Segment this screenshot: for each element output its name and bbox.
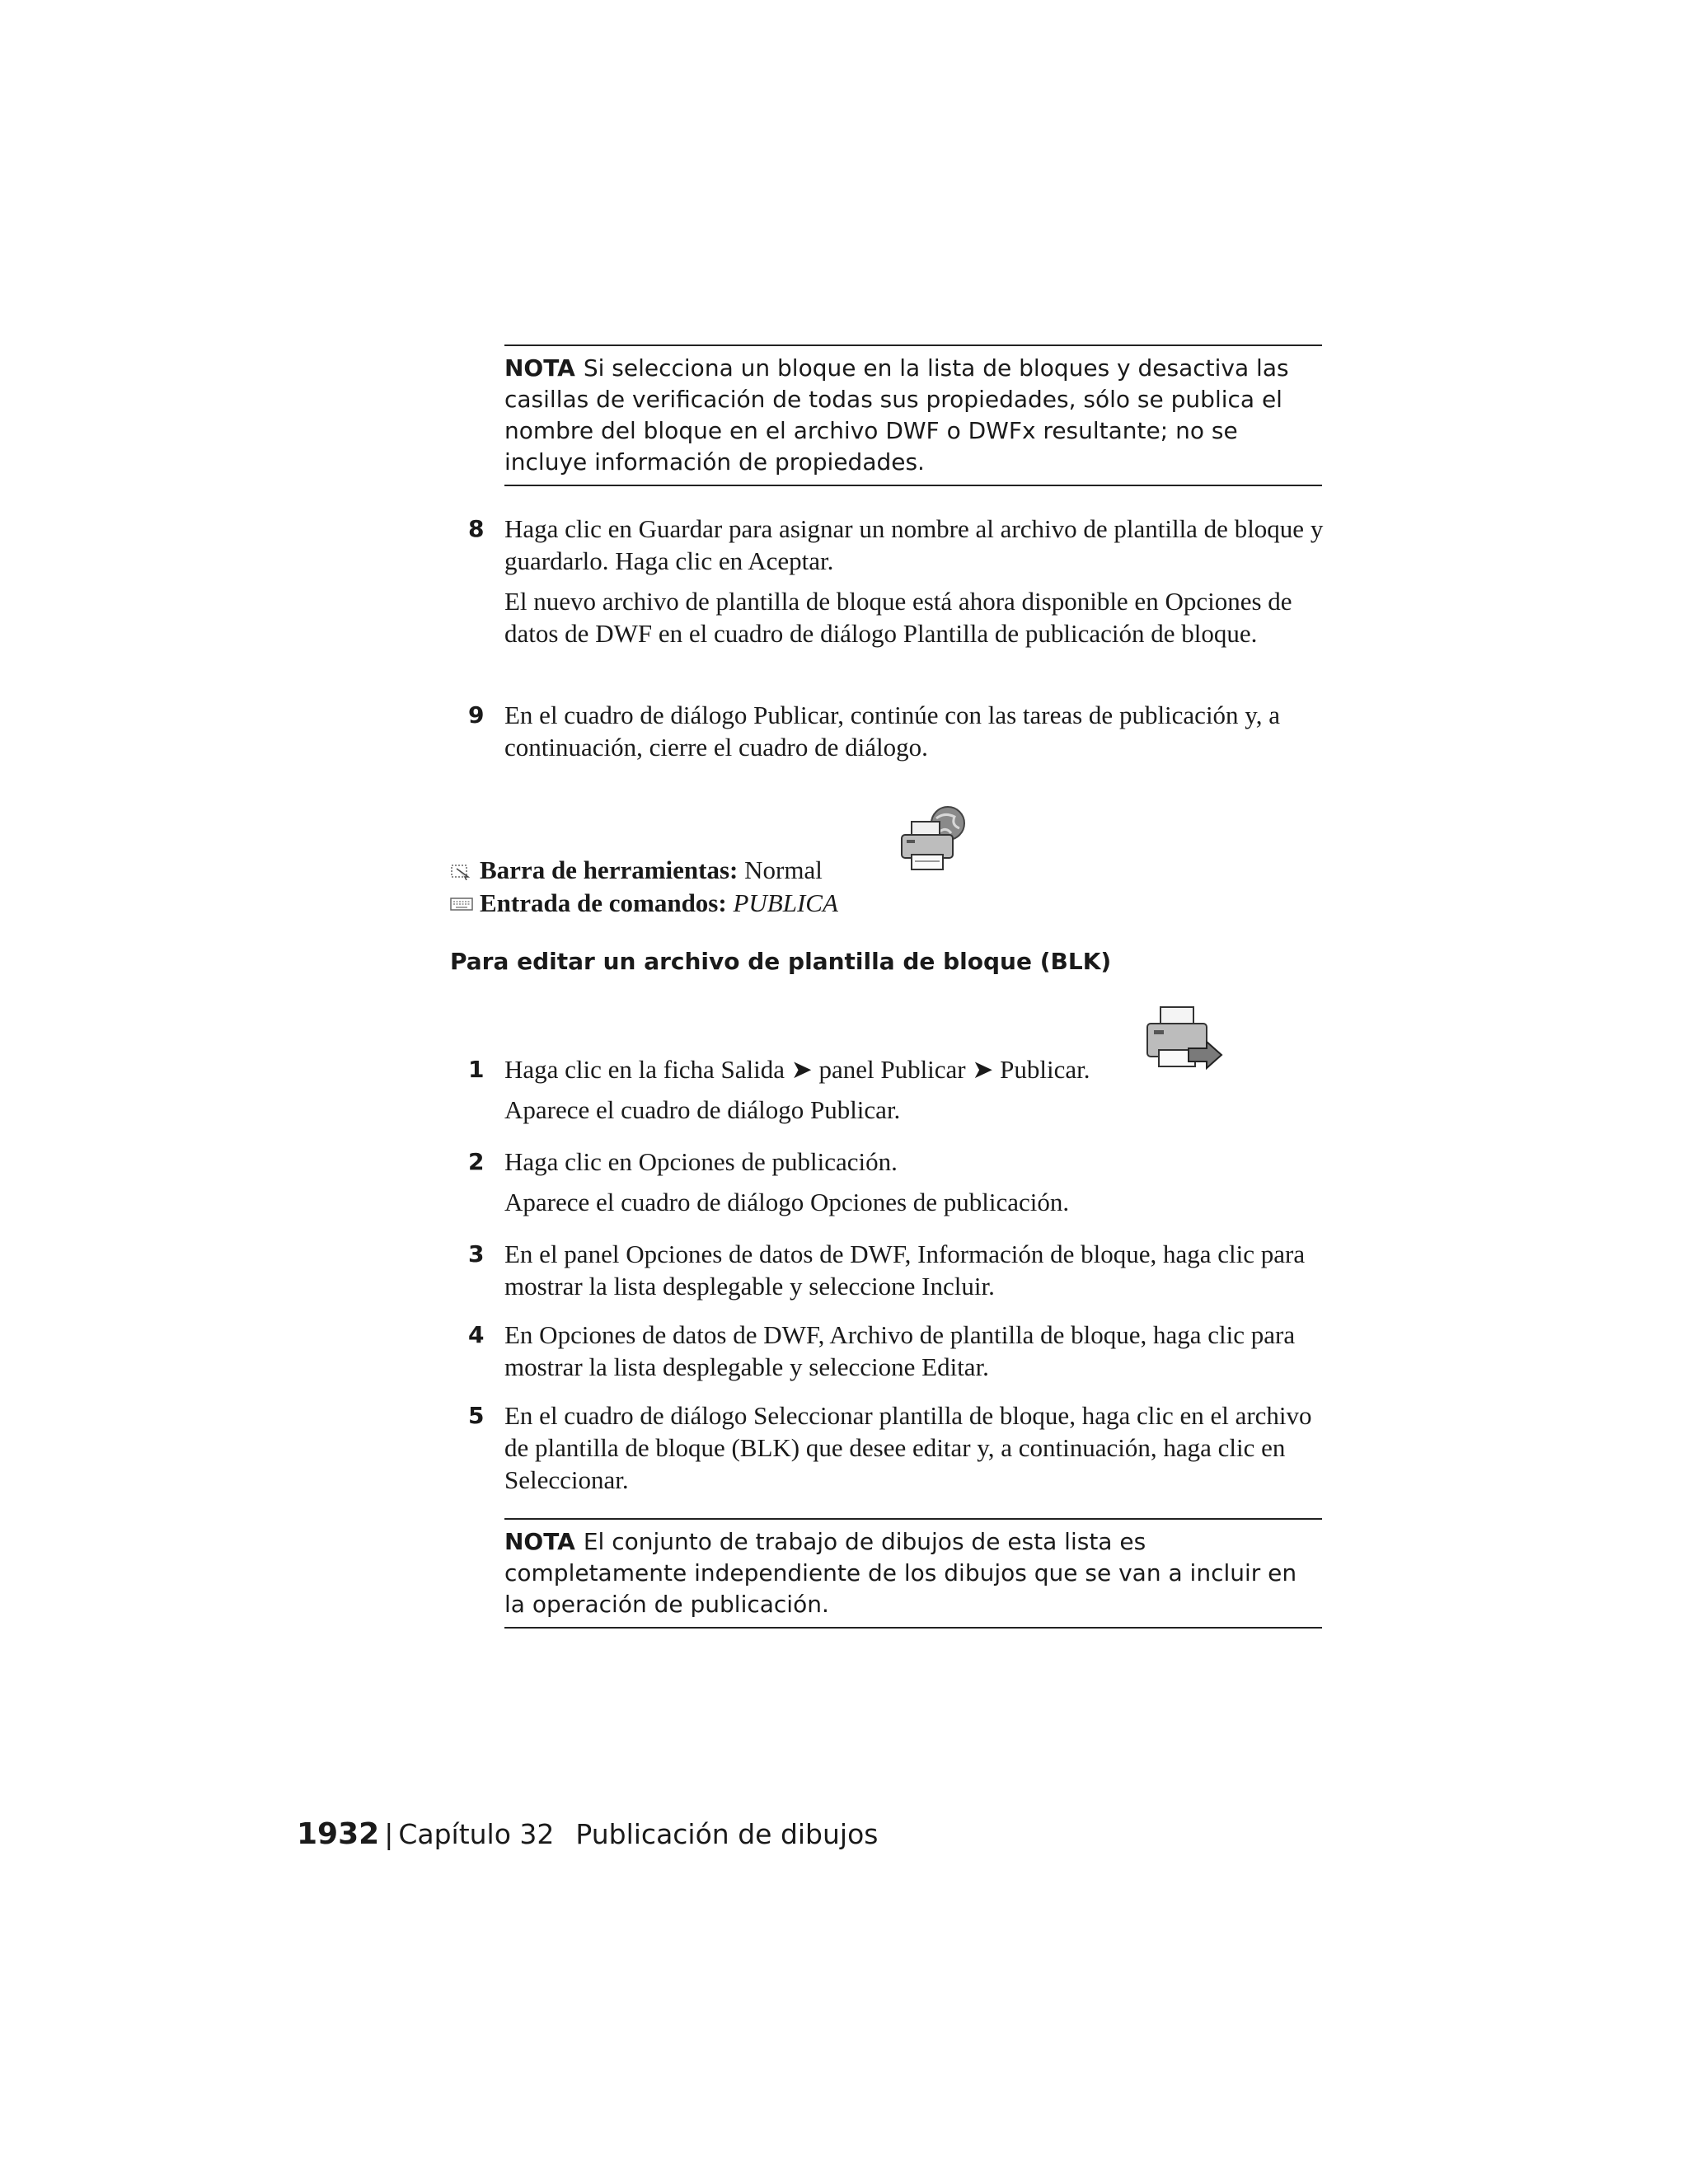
toolbar-reference (450, 854, 823, 887)
step-item (462, 1399, 1327, 1496)
note-label: NOTA (504, 1528, 575, 1555)
command-label: Entrada de comandos: (480, 888, 727, 917)
command-value: PUBLICA (733, 888, 838, 917)
step-text: En el panel Opciones de datos de DWF, Información de bloque, haga clic para mostrar la lista desplegable y seleccione Incluir. (504, 1240, 1306, 1301)
note-box-2 (504, 1518, 1322, 1629)
step-item (462, 699, 1327, 763)
step-item (462, 1146, 1327, 1218)
note-text: Si selecciona un bloque en la lista de bloques y desactiva las casillas de verificación de todas sus propiedades, sólo se publica el nombre del bloque en el archivo DWF o DWFx resultante; no se incluye información de propiedades. (504, 354, 1289, 476)
step-text: En el cuadro de diálogo Seleccionar plantilla de bloque, haga clic en el archivo de plantilla de bloque (BLK) que desee editar y, a continuación, haga clic en Seleccionar. (504, 1401, 1312, 1494)
step-text: Haga clic en Opciones de publicación. (504, 1147, 898, 1176)
step-number: 4 (468, 1321, 485, 1348)
page-number: 1932 (297, 1817, 380, 1851)
section-heading: Para editar un archivo de plantilla de bloque (BLK) (450, 948, 1112, 975)
footer-separator: | (384, 1818, 394, 1850)
step-text: Haga clic en la ficha Salida ➤ panel Publicar ➤ Publicar. (504, 1055, 1090, 1084)
step-subtext: El nuevo archivo de plantilla de bloque está ahora disponible en Opciones de datos de DWF en el cuadro de diálogo Plantilla de publicación de bloque. (504, 587, 1292, 648)
note-label: NOTA (504, 354, 575, 382)
toolbar-label: Barra de herramientas: (480, 855, 738, 884)
step-number: 3 (468, 1240, 485, 1268)
step-text: En el cuadro de diálogo Publicar, continúe con las tareas de publicación y, a continuación, cierre el cuadro de diálogo. (504, 701, 1281, 762)
chapter-label: Capítulo 32 (398, 1818, 555, 1850)
note-text: El conjunto de trabajo de dibujos de esta lista es completamente independiente de los dibujos que se van a incluir en la operación de publicación. (504, 1528, 1297, 1618)
step-text: Haga clic en Guardar para asignar un nombre al archivo de plantilla de bloque y guardarlo. Haga clic en Aceptar. (504, 514, 1324, 575)
note-box-1 (504, 344, 1322, 486)
step-number: 1 (468, 1056, 485, 1083)
keyboard-icon (450, 895, 473, 913)
toolbar-value: Normal (744, 855, 823, 884)
step-text: En Opciones de datos de DWF, Archivo de plantilla de bloque, haga clic para mostrar la lista desplegable y seleccione Editar. (504, 1320, 1296, 1381)
step-item (462, 513, 1327, 649)
publish-globe-printer-icon (897, 804, 973, 879)
step-subtext: Aparece el cuadro de diálogo Publicar. (504, 1095, 901, 1124)
command-reference (450, 887, 838, 920)
page-footer (297, 1817, 878, 1851)
step-item (462, 1053, 1327, 1126)
step-number: 5 (468, 1402, 485, 1429)
step-number: 2 (468, 1148, 485, 1175)
step-item (462, 1238, 1327, 1302)
toolbar-icon (450, 862, 473, 880)
step-number: 9 (468, 701, 485, 729)
step-number: 8 (468, 515, 485, 542)
step-subtext: Aparece el cuadro de diálogo Opciones de publicación. (504, 1188, 1070, 1216)
chapter-title: Publicación de dibujos (575, 1818, 879, 1850)
step-item (462, 1319, 1327, 1383)
